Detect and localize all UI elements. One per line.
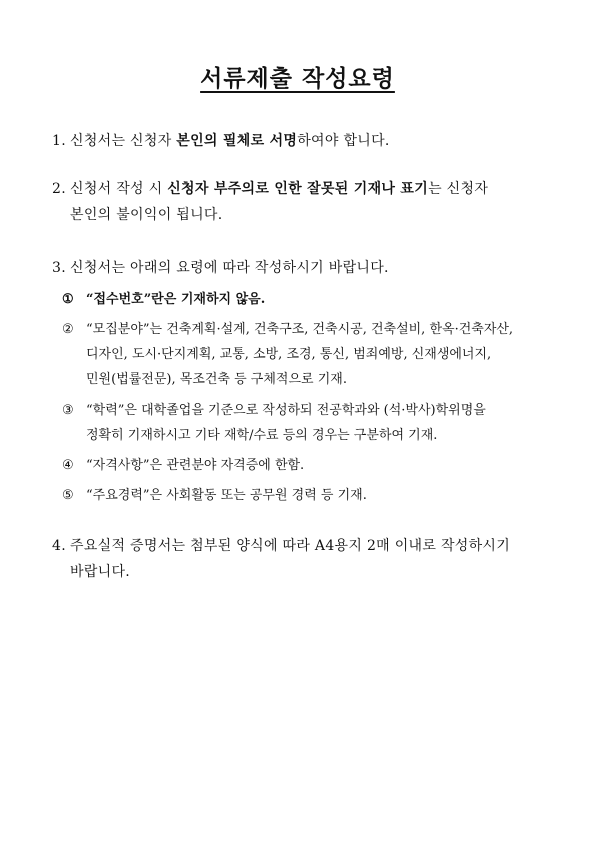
instruction-item-4	[52, 533, 562, 585]
item-number: 1.	[52, 133, 66, 149]
sub-item-mark: ④	[62, 458, 74, 473]
instruction-item-3	[52, 255, 562, 281]
item-number: 4.	[52, 538, 66, 554]
item-emphasis-text: 본인의 필체로 서명	[176, 133, 298, 149]
sub-item-text: “자격사항”은 관련분야 자격증에 한함.	[86, 458, 305, 473]
sub-item-text: “학력”은 대학졸업을 기준으로 작성하되 전공학과와 (석·박사)학위명을	[86, 403, 486, 418]
sub-item-2	[62, 317, 562, 392]
item-text: 주요실적 증명서는 첨부된 양식에 따라 A4용지 2매 이내로 작성하시기	[70, 538, 511, 554]
sub-item-continuation: 정확히 기재하시고 기타 재학/수료 등의 경우는 구분하여 기재.	[86, 428, 438, 443]
sub-item-mark: ⑤	[62, 488, 74, 503]
instruction-item-2	[52, 176, 562, 228]
item-text-part: 는 신청자	[428, 181, 489, 197]
sub-item-mark: ③	[62, 403, 74, 418]
page-title-text: 서류제출 작성요령	[200, 66, 395, 92]
sub-item-text: “접수번호”란은 기재하지 않음.	[86, 292, 266, 307]
sub-item-5	[62, 483, 562, 508]
item-continuation: 바랍니다.	[70, 564, 131, 580]
instruction-item-1	[52, 128, 562, 154]
page-title	[0, 60, 595, 93]
item-number: 2.	[52, 181, 66, 197]
sub-item-continuation: 디자인, 도시·단지계획, 교통, 소방, 조경, 통신, 범죄예방, 신재생에너지,	[86, 347, 492, 362]
item-emphasis-text: 신청자 부주의로 인한 잘못된 기재나 표기	[167, 181, 429, 197]
sub-item-1	[62, 287, 562, 312]
sub-item-mark: ②	[62, 322, 74, 337]
item-text: 신청서는 아래의 요령에 따라 작성하시기 바랍니다.	[70, 260, 389, 276]
item-continuation: 본인의 불이익이 됩니다.	[70, 207, 223, 223]
item-text-part: 신청서는 신청자	[70, 133, 177, 149]
sub-item-3	[62, 398, 562, 448]
sub-item-continuation: 민원(법률전문), 목조건축 등 구체적으로 기재.	[86, 372, 347, 387]
item-text-part: 하여야 합니다.	[297, 133, 390, 149]
sub-item-text: “주요경력”은 사회활동 또는 공무원 경력 등 기재.	[86, 488, 367, 503]
item-text-part: 신청서 작성 시	[70, 181, 168, 197]
sub-item-4	[62, 453, 562, 478]
sub-item-mark: ①	[62, 292, 74, 307]
item-number: 3.	[52, 260, 66, 276]
sub-item-text: “모집분야”는 건축계획·설계, 건축구조, 건축시공, 건축설비, 한옥·건축자산,	[86, 322, 514, 337]
